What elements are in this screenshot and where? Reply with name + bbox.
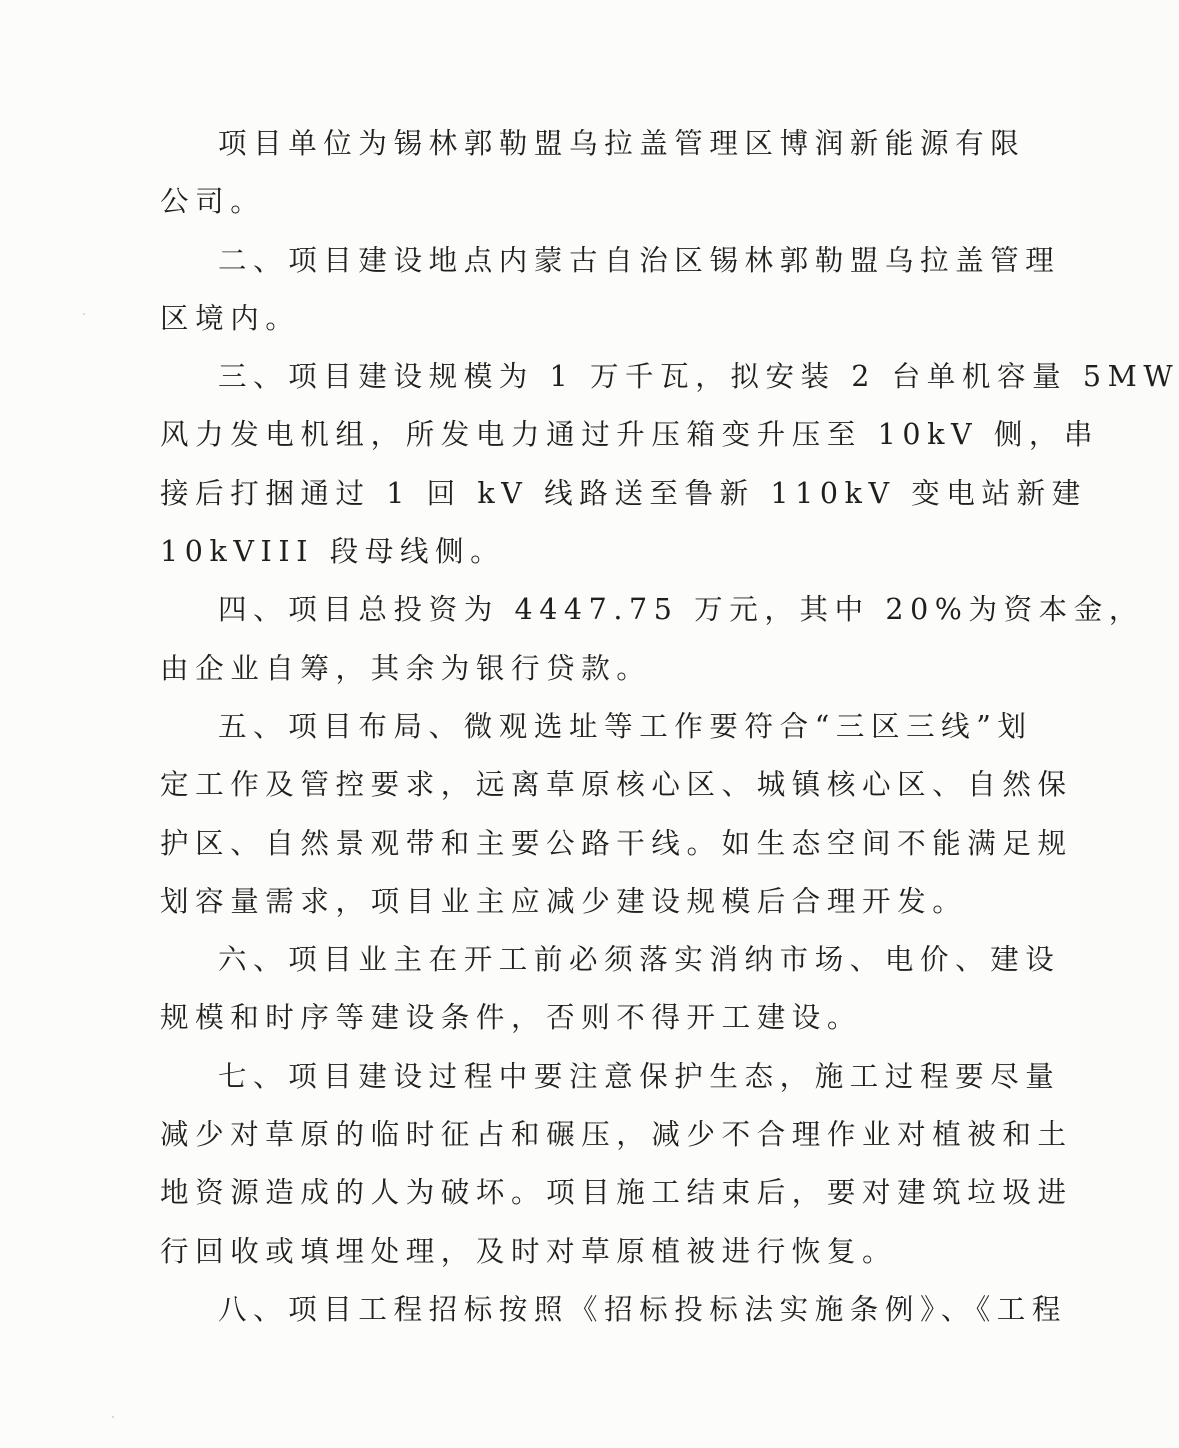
paragraph-4-line-2: 由企业自筹，其余为银行贷款。 bbox=[160, 651, 652, 685]
scan-speck bbox=[83, 313, 85, 315]
paragraph-6-line-1: 六、项目业主在开工前必须落实消纳市场、电价、建设 bbox=[218, 943, 1061, 977]
paragraph-5-line-1: 五、项目布局、微观选址等工作要符合“三区三线”划 bbox=[218, 709, 1033, 743]
paragraph-8-line-1: 八、项目工程招标按照《招标投标法实施条例》、《工程 bbox=[218, 1292, 1068, 1326]
paragraph-5-line-4: 划容量需求，项目业主应减少建设规模后合理开发。 bbox=[160, 884, 968, 918]
paragraph-5-line-2: 定工作及管控要求，远离草原核心区、城镇核心区、自然保 bbox=[160, 768, 1073, 802]
paragraph-3-line-1: 三、项目建设规模为 1 万千瓦，拟安装 2 台单机容量 5MW bbox=[218, 360, 1179, 394]
paragraph-3-line-3: 接后打捆通过 1 回 kV 线路送至鲁新 110kV 变电站新建 bbox=[160, 476, 1087, 510]
paragraph-7-line-4: 行回收或填埋处理，及时对草原植被进行恢复。 bbox=[160, 1234, 898, 1268]
document-body bbox=[160, 115, 1179, 1339]
paragraph-1-line-2: 公司。 bbox=[160, 185, 266, 219]
paragraph-6-line-2: 规模和时序等建设条件，否则不得开工建设。 bbox=[160, 1001, 863, 1035]
paragraph-5-line-3: 护区、自然景观带和主要公路干线。如生态空间不能满足规 bbox=[160, 826, 1073, 860]
paragraph-1-line-1: 项目单位为锡林郭勒盟乌拉盖管理区博润新能源有限 bbox=[218, 127, 1026, 160]
scan-speck bbox=[112, 1416, 114, 1418]
paragraph-3-line-4: 10kVIII 段母线侧。 bbox=[160, 535, 506, 569]
paragraph-7-line-2: 减少对草原的临时征占和碾压，减少不合理作业对植被和土 bbox=[160, 1118, 1073, 1152]
paragraph-2-line-1: 二、项目建设地点内蒙古自治区锡林郭勒盟乌拉盖管理 bbox=[218, 243, 1061, 277]
paragraph-7-line-1: 七、项目建设过程中要注意保护生态，施工过程要尽量 bbox=[218, 1059, 1061, 1093]
paragraph-7-line-3: 地资源造成的人为破坏。项目施工结束后，要对建筑垃圾进 bbox=[160, 1176, 1073, 1210]
paragraph-2-line-2: 区境内。 bbox=[160, 301, 301, 335]
paragraph-4-line-1: 四、项目总投资为 4447.75 万元，其中 20%为资本金， bbox=[218, 593, 1144, 627]
paragraph-3-line-2: 风力发电机组，所发电力通过升压箱变升压至 10kV 侧，串 bbox=[160, 418, 1100, 452]
